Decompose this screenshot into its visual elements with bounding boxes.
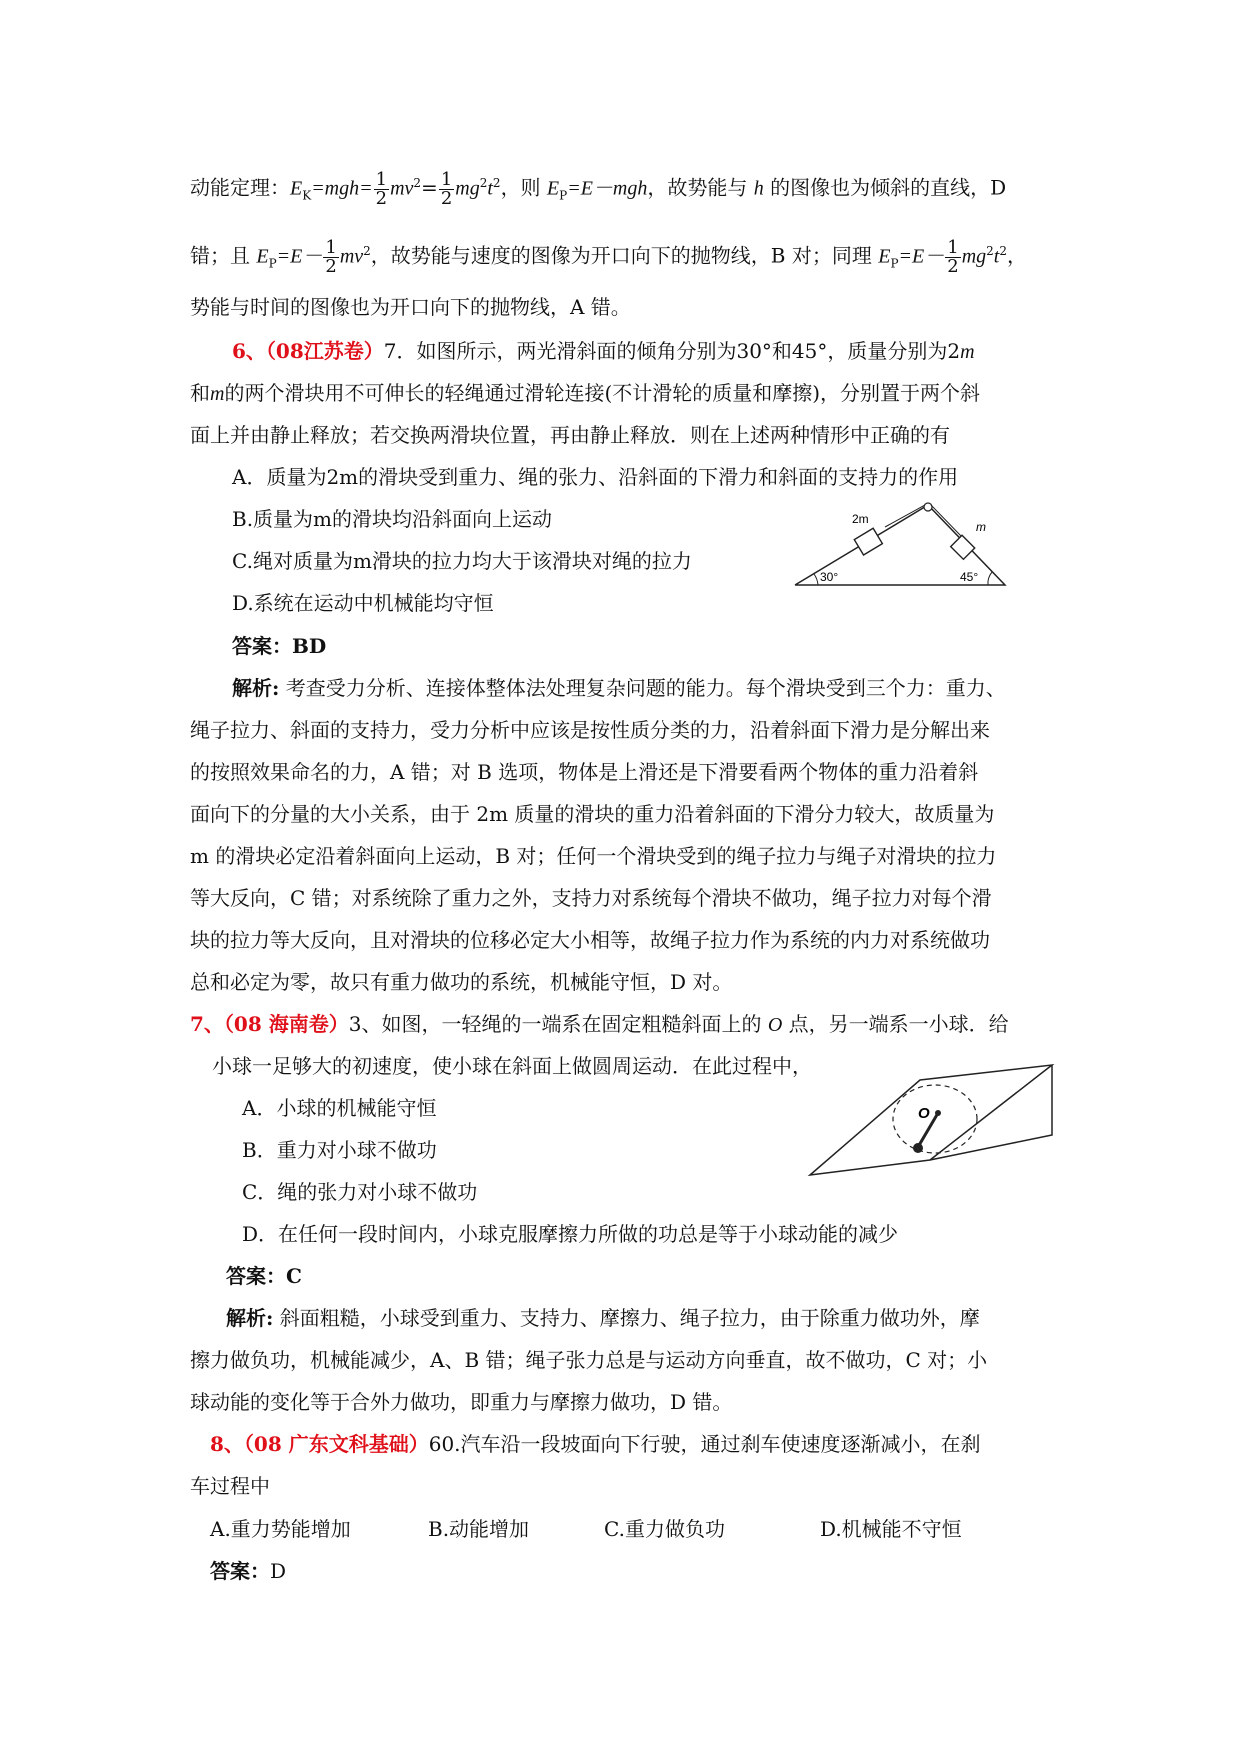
intro-line-3: 势能与时间的图像也为开口向下的抛物线，A 错。 xyxy=(190,295,631,319)
q6-answer: 答案：BD xyxy=(232,634,327,658)
q6-analysis-3: 的按照效果命名的力，A 错；对 B 选项，物体是上滑还是下滑要看两个物体的重力沿着斜 xyxy=(190,760,979,784)
q8-stem-1: 8、（08 广东文科基础）60.汽车沿一段坡面向下行驶，通过刹车使速度逐渐减小，在刹 xyxy=(210,1432,981,1456)
q7-analysis-3: 球动能的变化等于合外力做功，即重力与摩擦力做功，D 错。 xyxy=(190,1390,733,1414)
q6-analysis-7: 块的拉力等大反向，且对滑块的位移必定大小相等，故绳子拉力作为系统的内力对系统做功 xyxy=(190,928,990,952)
label-2m: 2m xyxy=(852,512,869,526)
fraction-half: $\frac{1}{2}$ xyxy=(440,168,453,209)
pivot-point-O xyxy=(935,1110,941,1116)
q6-tag: 6、（08江苏卷） xyxy=(232,339,384,363)
q8-option-b: B.动能增加 xyxy=(428,1517,530,1541)
q6-analysis-2: 绳子拉力、斜面的支持力，受力分析中应该是按性质分类的力，沿着斜面下滑力是分解出来 xyxy=(190,718,990,742)
q7-stem-2: 小球一足够大的初速度，使小球在斜面上做圆周运动．在此过程中， xyxy=(212,1054,812,1078)
ball-icon xyxy=(913,1143,923,1153)
label-m: m xyxy=(976,520,986,534)
q8-answer: 答案：D xyxy=(210,1559,287,1583)
pulley-icon xyxy=(924,503,932,511)
q8-option-a: A.重力势能增加 xyxy=(210,1517,351,1541)
label-O: O xyxy=(918,1105,930,1122)
label-angle-45: 45° xyxy=(960,570,979,584)
q6-option-d: D.系统在运动中机械能均守恒 xyxy=(232,591,494,615)
q7-incline-figure xyxy=(800,1055,1060,1185)
q6-incline-figure xyxy=(790,495,1020,595)
q7-option-a: A．小球的机械能守恒 xyxy=(242,1096,437,1120)
q7-option-d: D．在任何一段时间内，小球克服摩擦力所做的功总是等于小球动能的减少 xyxy=(242,1222,899,1246)
block-m xyxy=(951,535,975,559)
q6-analysis-1: 解析: 考查受力分析、连接体整体法处理复杂问题的能力。每个滑块受到三个力：重力、 xyxy=(232,676,1006,700)
q6-stem-1: 6、（08江苏卷）7．如图所示，两光滑斜面的倾角分别为30°和45°，质量分别为2m xyxy=(232,339,975,363)
block-2m xyxy=(854,528,882,555)
q7-option-c: C．绳的张力对小球不做功 xyxy=(242,1180,478,1204)
label-angle-30: 30° xyxy=(820,570,839,584)
q7-analysis-2: 擦力做负功，机械能减少，A、B 错；绳子张力总是与运动方向垂直，故不做功，C 对；小 xyxy=(190,1348,988,1372)
q6-option-a: A．质量为2m的滑块受到重力、绳的张力、沿斜面的下滑力和斜面的支持力的作用 xyxy=(232,465,959,489)
q7-answer: 答案：C xyxy=(226,1264,302,1288)
q6-analysis-8: 总和必定为零，故只有重力做功的系统，机械能守恒，D 对。 xyxy=(190,970,733,994)
fraction-half: $\frac{1}{2}$ xyxy=(375,168,388,209)
q7-option-b: B．重力对小球不做功 xyxy=(242,1138,437,1162)
q6-stem-3: 面上并由静止释放；若交换两滑块位置，再由静止释放．则在上述两种情形中正确的有 xyxy=(190,423,950,447)
q7-stem-1: 7、（08 海南卷）3、如图，一轻绳的一端系在固定粗糙斜面上的 O 点，另一端系一小球．给 xyxy=(190,1012,1009,1036)
q6-option-b: B.质量为m的滑块均沿斜面向上运动 xyxy=(232,507,553,531)
incline-top-surface xyxy=(810,1065,1052,1175)
q8-option-c: C.重力做负功 xyxy=(604,1517,725,1541)
q8-stem-2: 车过程中 xyxy=(190,1474,270,1498)
q6-analysis-5: m 的滑块必定沿着斜面向上运动，B 对；任何一个滑块受到的绳子拉力与绳子对滑块的拉力 xyxy=(190,844,997,868)
q6-analysis-6: 等大反向，C 错；对系统除了重力之外，支持力对系统每个滑块不做功，绳子拉力对每个滑 xyxy=(190,886,992,910)
q8-option-d: D.机械能不守恒 xyxy=(820,1517,962,1541)
q7-analysis-1: 解析: 斜面粗糙，小球受到重力、支持力、摩擦力、绳子拉力，由于除重力做功外，摩 xyxy=(226,1306,980,1330)
q6-stem-2: 和m的两个滑块用不可伸长的轻绳通过滑轮连接(不计滑轮的质量和摩擦)，分别置于两个斜 xyxy=(190,381,981,405)
q7-tag: 7、（08 海南卷） xyxy=(190,1012,349,1036)
fraction-half: $\frac{1}{2}$ xyxy=(947,236,959,277)
q8-tag: 8、（08 广东文科基础） xyxy=(210,1432,429,1456)
intro-line-1: 动能定理：$E_K=mgh=$ $\frac{1}{2}$ $mv^2=$ $\frac{1}{2}$ $mg^2t^2$，则 $E_P=E-mgh$，故势能与 h 的图像也为倾斜的直线，D xyxy=(190,168,1007,209)
fraction-half: $\frac{1}{2}$ xyxy=(325,236,337,277)
q6-option-c: C.绳对质量为m滑块的拉力均大于该滑块对绳的拉力 xyxy=(232,549,692,573)
q6-analysis-4: 面向下的分量的大小关系，由于 2m 质量的滑块的重力沿着斜面的下滑分力较大，故质量为 xyxy=(190,802,995,826)
intro-line-2: 错；且 $E_P=E-$ $\frac{1}{2}$ $mv^2$，故势能与速度的图像为开口向下的抛物线，B 对；同理 $E_P=E-$ $\frac{1}{2}$ $mg^2t^2$， xyxy=(190,236,1027,277)
